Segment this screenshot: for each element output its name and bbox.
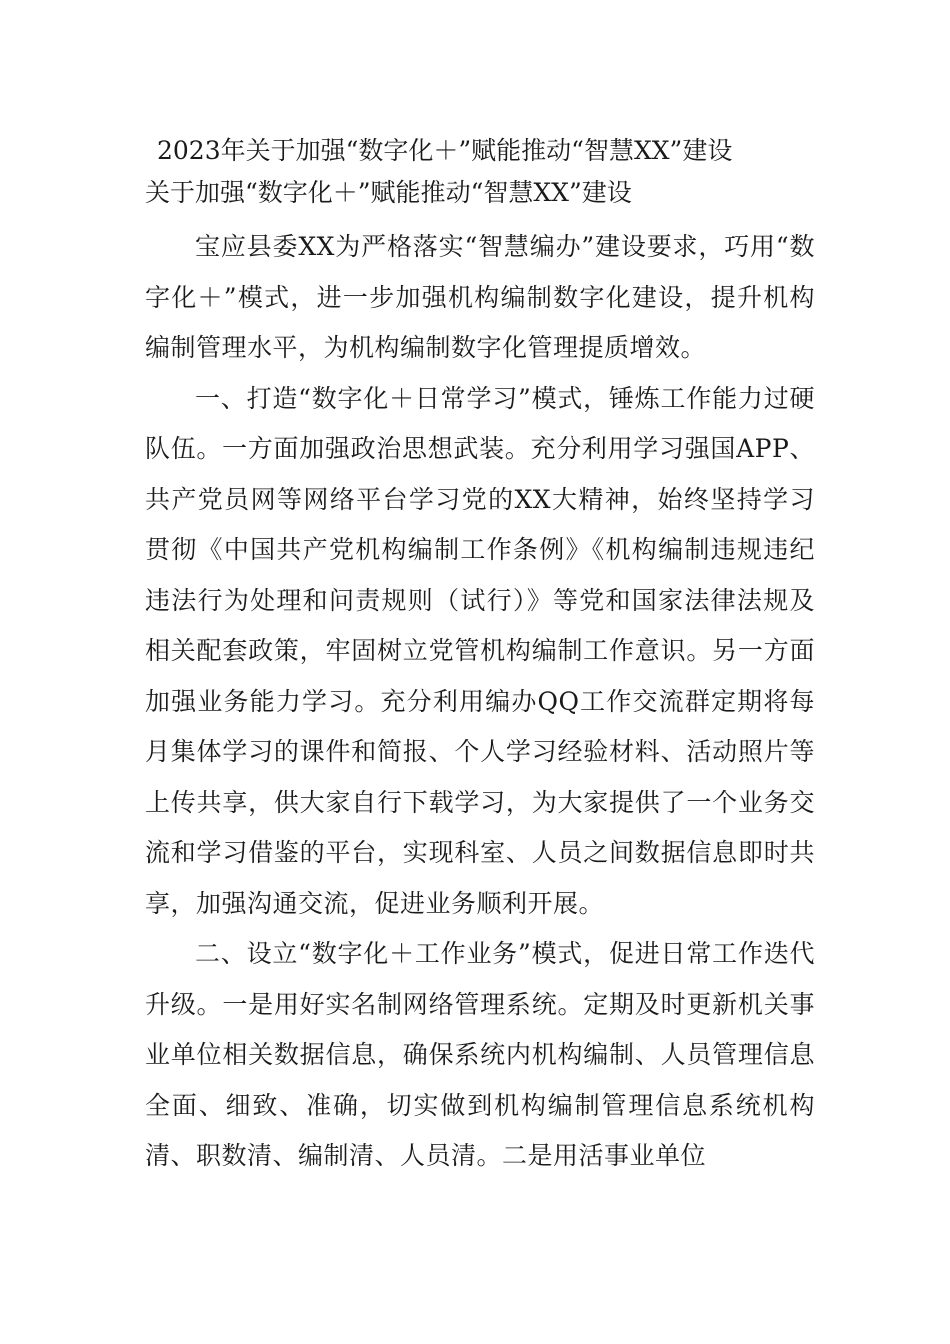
document-body (145, 130, 815, 1182)
document-title: 2023年关于加强“数字化＋”赋能推动“智慧XX”建设 (157, 136, 733, 165)
document-subtitle: 关于加强“数字化＋”赋能推动“智慧XX”建设 (145, 178, 632, 207)
paragraph-intro: 宝应县委XX为严格落实“智慧编办”建设要求，巧用“数字化＋”模式，进一步加强机构编制数字化建设，提升机构编制管理水平，为机构编制数字化管理提质增效。 (145, 232, 815, 362)
paragraph-section-one: 一、打造“数字化＋日常学习”模式，锤炼工作能力过硬队伍。一方面加强政治思想武装。充分利用学习强国APP、共产党员网等网络平台学习党的XX大精神，始终坚持学习贯彻《中国共产党机构编制工作条例》《机构编制违规违纪违法行为处理和问责规则（试行）》等党和国家法律法规及相关配套政策，牢固树立党管机构编制工作意识。另一方面加强业务能力学习。充分利用编办QQ工作交流群定期将每月集体学习的课件和简报、个人学习经验材料、活动照片等上传共享，供大家自行下载学习，为大家提供了一个业务交流和学习借鉴的平台，实现科室、人员之间数据信息即时共享，加强沟通交流，促进业务顺利开展。 (145, 383, 815, 918)
paragraph-section-two: 二、设立“数字化＋工作业务”模式，促进日常工作迭代升级。一是用好实名制网络管理系统。定期及时更新机关事业单位相关数据信息，确保系统内机构编制、人员管理信息全面、细致、准确，切实做到机构编制管理信息系统机构清、职数清、编制清、人员清。二是用活事业单位 (145, 939, 815, 1170)
